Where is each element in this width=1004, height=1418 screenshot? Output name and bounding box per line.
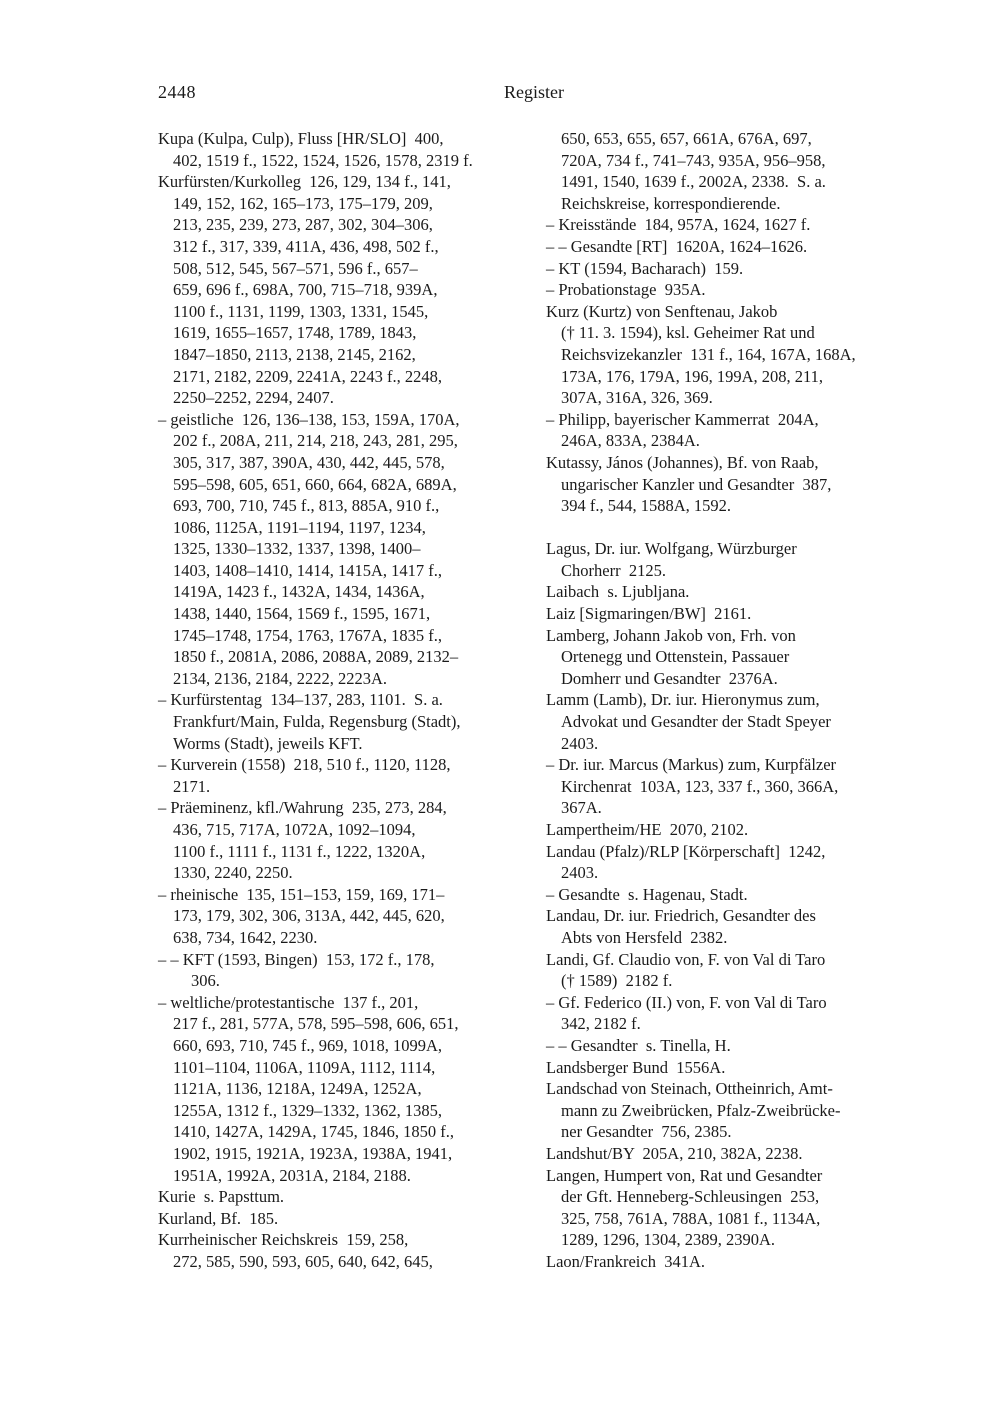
running-header: Register <box>504 82 564 102</box>
index-line: 325, 758, 761A, 788A, 1081 f., 1134A, <box>561 1208 821 1228</box>
index-line: († 11. 3. 1594), ksl. Geheimer Rat und <box>561 323 815 343</box>
index-line: – weltliche/protestantische 137 f., 201, <box>158 992 419 1012</box>
index-line: Laon/Frankreich 341A. <box>546 1251 705 1271</box>
index-line: – – Gesandter s. Tinella, H. <box>546 1035 731 1055</box>
index-line: 638, 734, 1642, 2230. <box>173 927 318 947</box>
index-line: Reichsvizekanzler 131 f., 164, 167A, 168A, <box>561 344 856 364</box>
index-line: Worms (Stadt), jeweils KFT. <box>173 733 363 753</box>
index-line: 173A, 176, 179A, 196, 199A, 208, 211, <box>561 366 824 386</box>
index-line: Landau, Dr. iur. Friedrich, Gesandter des <box>546 906 816 926</box>
index-line: 1902, 1915, 1921A, 1923A, 1938A, 1941, <box>173 1143 453 1163</box>
index-line: 217 f., 281, 577A, 578, 595–598, 606, 651, <box>173 1014 459 1034</box>
index-line: Reichskreise, korrespondierende. <box>561 193 781 213</box>
index-line: – geistliche 126, 136–138, 153, 159A, 170A, <box>158 409 460 429</box>
index-line: Advokat und Gesandter der Stadt Speyer <box>561 712 831 732</box>
index-columns <box>158 128 910 1272</box>
index-line: 1410, 1427A, 1429A, 1745, 1846, 1850 f., <box>173 1122 454 1142</box>
index-line: Kurfürsten/Kurkolleg 126, 129, 134 f., 141, <box>158 172 451 192</box>
index-line: 2250–2252, 2294, 2407. <box>173 388 334 408</box>
index-line: 1403, 1408–1410, 1414, 1415A, 1417 f., <box>173 560 443 580</box>
index-line: Kirchenrat 103A, 123, 337 f., 360, 366A, <box>561 776 839 796</box>
index-line: 213, 235, 239, 273, 287, 302, 304–306, <box>173 215 433 235</box>
index-line: – Philipp, bayerischer Kammerrat 204A, <box>546 409 819 429</box>
index-line: Lamberg, Johann Jakob von, Frh. von <box>546 625 796 645</box>
index-line: Lamm (Lamb), Dr. iur. Hieronymus zum, <box>546 690 820 710</box>
index-line: 173, 179, 302, 306, 313A, 442, 445, 620, <box>173 906 445 926</box>
index-line: – rheinische 135, 151–153, 159, 169, 171– <box>158 884 445 904</box>
index-line: 1847–1850, 2113, 2138, 2145, 2162, <box>173 344 416 364</box>
index-line: 659, 696 f., 698A, 700, 715–718, 939A, <box>173 280 438 300</box>
index-line: Ortenegg und Ottenstein, Passauer <box>561 647 790 667</box>
index-line: 2171. <box>173 776 211 796</box>
index-line: Landau (Pfalz)/RLP [Körperschaft] 1242, <box>546 841 826 861</box>
index-line: Domherr und Gesandter 2376A. <box>561 668 778 688</box>
index-line: Langen, Humpert von, Rat und Gesandter <box>546 1165 823 1185</box>
index-line: 1438, 1440, 1564, 1569 f., 1595, 1671, <box>173 604 431 624</box>
index-line: Kurie s. Papsttum. <box>158 1187 285 1207</box>
index-line: 367A. <box>561 798 602 818</box>
index-line: – Dr. iur. Marcus (Markus) zum, Kurpfälzer <box>546 755 837 775</box>
index-line: Kurz (Kurtz) von Senftenau, Jakob <box>546 301 778 321</box>
index-line: Frankfurt/Main, Fulda, Regensburg (Stadt), <box>173 712 461 732</box>
index-line: Landshut/BY 205A, 210, 382A, 2238. <box>546 1143 803 1163</box>
index-line: 2403. <box>561 733 599 753</box>
text-column-right <box>546 128 910 1272</box>
index-line: 720A, 734 f., 741–743, 935A, 956–958, <box>561 150 826 170</box>
index-line: 305, 317, 387, 390A, 430, 442, 445, 578, <box>173 452 445 472</box>
page-content <box>158 82 910 1271</box>
index-line: 1419A, 1423 f., 1432A, 1434, 1436A, <box>173 582 425 602</box>
index-line: 660, 693, 710, 745 f., 969, 1018, 1099A, <box>173 1035 443 1055</box>
index-line <box>546 517 910 539</box>
index-line: 693, 700, 710, 745 f., 813, 885A, 910 f., <box>173 496 440 516</box>
index-line: ungarischer Kanzler und Gesandter 387, <box>561 474 832 494</box>
index-line: 1086, 1125A, 1191–1194, 1197, 1234, <box>173 517 426 537</box>
page-header <box>158 82 910 110</box>
index-line: Landi, Gf. Claudio von, F. von Val di Taro <box>546 949 826 969</box>
index-line: Lampertheim/HE 2070, 2102. <box>546 820 749 839</box>
index-line: 1325, 1330–1332, 1337, 1398, 1400– <box>173 539 421 559</box>
index-line: 595–598, 605, 651, 660, 664, 682A, 689A, <box>173 474 457 494</box>
index-line: 2171, 2182, 2209, 2241A, 2243 f., 2248, <box>173 366 443 386</box>
index-line: – Kreisstände 184, 957A, 1624, 1627 f. <box>546 215 811 235</box>
index-line: 306. <box>191 971 220 991</box>
index-line: 1100 f., 1131, 1199, 1303, 1331, 1545, <box>173 301 429 321</box>
index-line: Kurland, Bf. 185. <box>158 1208 279 1228</box>
index-line: Landsberger Bund 1556A. <box>546 1057 726 1077</box>
index-line: 1121A, 1136, 1218A, 1249A, 1252A, <box>173 1079 422 1099</box>
index-line: ner Gesandter 756, 2385. <box>561 1122 732 1142</box>
index-line: 202 f., 208A, 211, 214, 218, 243, 281, 295, <box>173 431 458 451</box>
index-line: 307A, 316A, 326, 369. <box>561 388 713 408</box>
index-line: 1289, 1296, 1304, 2389, 2390A. <box>561 1230 776 1250</box>
index-line: 1850 f., 2081A, 2086, 2088A, 2089, 2132– <box>173 647 459 667</box>
index-line: 436, 715, 717A, 1072A, 1092–1094, <box>173 820 416 839</box>
index-line: 650, 653, 655, 657, 661A, 676A, 697, <box>561 129 812 148</box>
index-line: 402, 1519 f., 1522, 1524, 1526, 1578, 2319 f. <box>173 150 473 170</box>
index-line: 1101–1104, 1106A, 1109A, 1112, 1114, <box>173 1057 436 1077</box>
index-line: 149, 152, 162, 165–173, 175–179, 209, <box>173 193 433 213</box>
index-line: († 1589) 2182 f. <box>561 971 673 991</box>
index-line: 1491, 1540, 1639 f., 2002A, 2338. S. a. <box>561 172 826 192</box>
index-line: – – KFT (1593, Bingen) 153, 172 f., 178, <box>158 949 435 969</box>
index-line: Kurrheinischer Reichskreis 159, 258, <box>158 1230 409 1250</box>
index-line: 1100 f., 1111 f., 1131 f., 1222, 1320A, <box>173 841 426 861</box>
index-line: – KT (1594, Bacharach) 159. <box>546 258 744 278</box>
index-line: 1951A, 1992A, 2031A, 2184, 2188. <box>173 1165 411 1185</box>
index-line: Laibach s. Ljubljana. <box>546 582 690 602</box>
index-line: 312 f., 317, 339, 411A, 436, 498, 502 f., <box>173 236 439 256</box>
index-line: 1330, 2240, 2250. <box>173 863 293 883</box>
index-line: 246A, 833A, 2384A. <box>561 431 700 451</box>
index-line: Lagus, Dr. iur. Wolfgang, Würzburger <box>546 539 797 559</box>
index-line: 1745–1748, 1754, 1763, 1767A, 1835 f., <box>173 625 443 645</box>
index-line: 508, 512, 545, 567–571, 596 f., 657– <box>173 258 418 278</box>
index-line: 394 f., 544, 1588A, 1592. <box>561 496 732 516</box>
index-line: Abts von Hersfeld 2382. <box>561 927 728 947</box>
index-line: Laiz [Sigmaringen/BW] 2161. <box>546 604 752 624</box>
index-line: mann zu Zweibrücken, Pfalz-Zweibrücke- <box>561 1100 841 1120</box>
index-line: 1619, 1655–1657, 1748, 1789, 1843, <box>173 323 417 343</box>
index-line: 272, 585, 590, 593, 605, 640, 642, 645, <box>173 1251 433 1271</box>
index-line: Kutassy, János (Johannes), Bf. von Raab, <box>546 452 819 472</box>
index-line: der Gft. Henneberg-Schleusingen 253, <box>561 1187 820 1207</box>
index-line: – Gesandte s. Hagenau, Stadt. <box>546 884 748 904</box>
index-line: – – Gesandte [RT] 1620A, 1624–1626. <box>546 236 808 256</box>
index-line: Kupa (Kulpa, Culp), Fluss [HR/SLO] 400, <box>158 129 444 148</box>
index-line: 342, 2182 f. <box>561 1014 641 1034</box>
index-line: – Gf. Federico (II.) von, F. von Val di Taro <box>546 992 827 1012</box>
index-line: Landschad von Steinach, Ottheinrich, Amt- <box>546 1079 833 1099</box>
index-line: – Präeminenz, kfl./Wahrung 235, 273, 284, <box>158 798 447 818</box>
page-number: 2448 <box>158 82 196 102</box>
index-line: Chorherr 2125. <box>561 560 666 580</box>
index-line: – Kurfürstentag 134–137, 283, 1101. S. a. <box>158 690 443 710</box>
index-line: 1255A, 1312 f., 1329–1332, 1362, 1385, <box>173 1100 443 1120</box>
index-line: – Probationstage 935A. <box>546 280 706 300</box>
index-line: 2134, 2136, 2184, 2222, 2223A. <box>173 668 388 688</box>
text-column-left <box>158 128 546 1272</box>
index-line: – Kurverein (1558) 218, 510 f., 1120, 1128, <box>158 755 451 775</box>
index-line: 2403. <box>561 863 599 883</box>
